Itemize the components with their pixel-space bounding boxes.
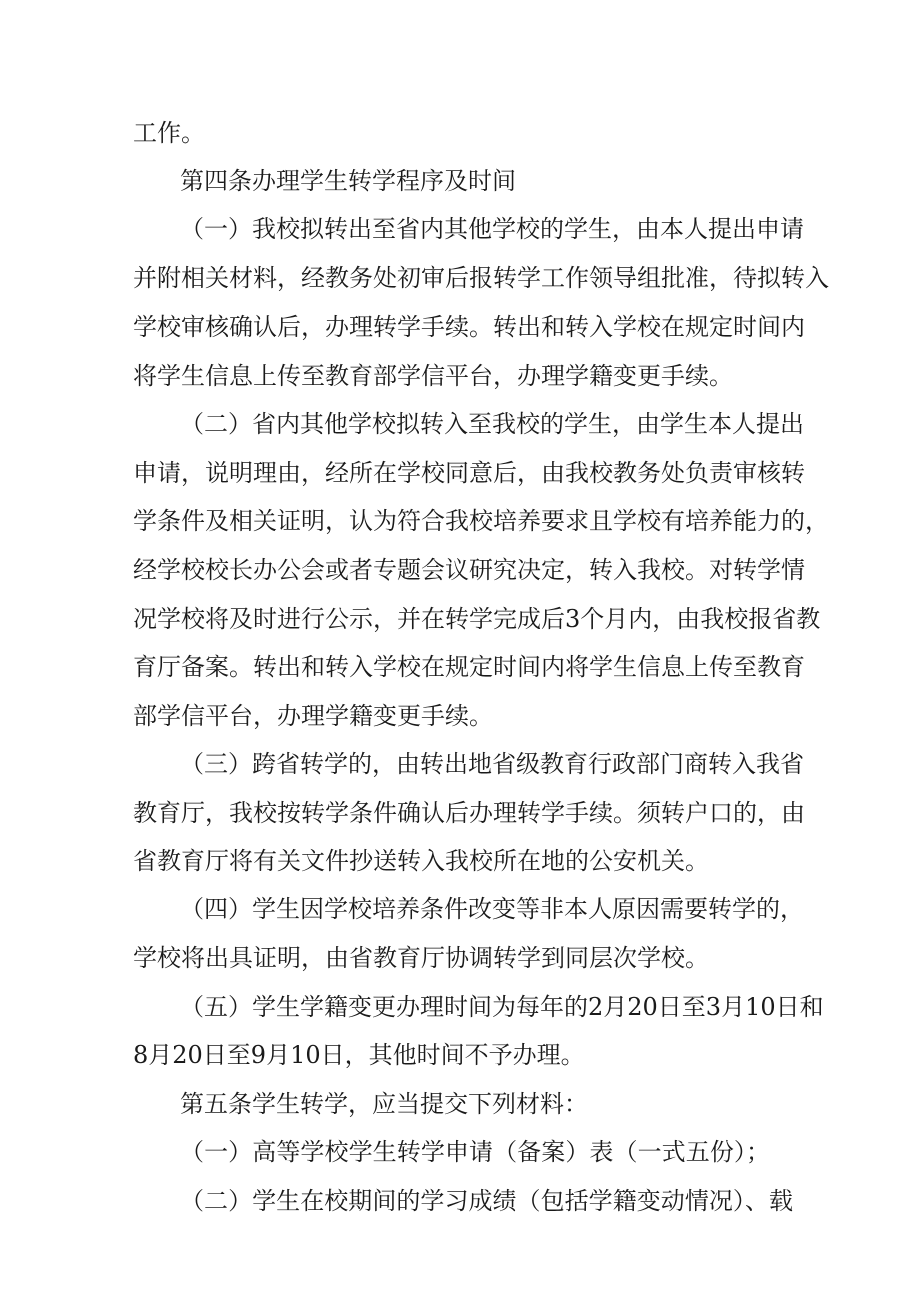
text-line: （四）学生因学校培养条件改变等非本人原因需要转学的，: [180, 895, 804, 923]
article-heading: 第五条学生转学，应当提交下列材料：: [180, 1090, 588, 1118]
article-heading: 第四条办理学生转学程序及时间: [180, 167, 516, 195]
text-line: （五）学生学籍变更办理时间为每年的2月20日至3月10日和: [180, 993, 824, 1021]
text-line: 省教育厅将有关文件抄送转入我校所在地的公安机关。: [133, 847, 709, 875]
text-line: 经学校校长办公会或者专题会议研究决定，转入我校。对转学情: [133, 556, 805, 584]
text-line: （二）省内其他学校拟转入至我校的学生，由学生本人提出: [180, 410, 804, 438]
text-line: 部学信平台，办理学籍变更手续。: [133, 702, 493, 730]
text-line: 学校审核确认后，办理转学手续。转出和转入学校在规定时间内: [133, 313, 805, 341]
text-line: 并附相关材料，经教务处初审后报转学工作领导组批准，待拟转入: [133, 264, 829, 292]
text-line: 将学生信息上传至教育部学信平台，办理学籍变更手续。: [133, 362, 733, 390]
text-line: 学条件及相关证明，认为符合我校培养要求且学校有培养能力的，: [133, 507, 829, 535]
text-line: 育厅备案。转出和转入学校在规定时间内将学生信息上传至教育: [133, 653, 805, 681]
text-line: 8月20日至9月10日，其他时间不予办理。: [133, 1041, 585, 1069]
list-item: （二）学生在校期间的学习成绩（包括学籍变动情况）、载: [180, 1187, 793, 1215]
text-line: 申请，说明理由，经所在学校同意后，由我校教务处负责审核转: [133, 459, 805, 487]
text-line: 教育厅，我校按转学条件确认后办理转学手续。须转户口的，由: [133, 799, 805, 827]
text-line: 况学校将及时进行公示，并在转学完成后3个月内，由我校报省教: [133, 605, 821, 633]
text-line: （一）我校拟转出至省内其他学校的学生，由本人提出申请: [180, 215, 804, 243]
text-line: （三）跨省转学的，由转出地省级教育行政部门商转入我省: [180, 750, 804, 778]
list-item: （一）高等学校学生转学申请（备案）表（一式五份）；: [180, 1138, 770, 1166]
text-line: 学校将出具证明，由省教育厅协调转学到同层次学校。: [133, 944, 709, 972]
text-line: 工作。: [133, 119, 205, 147]
